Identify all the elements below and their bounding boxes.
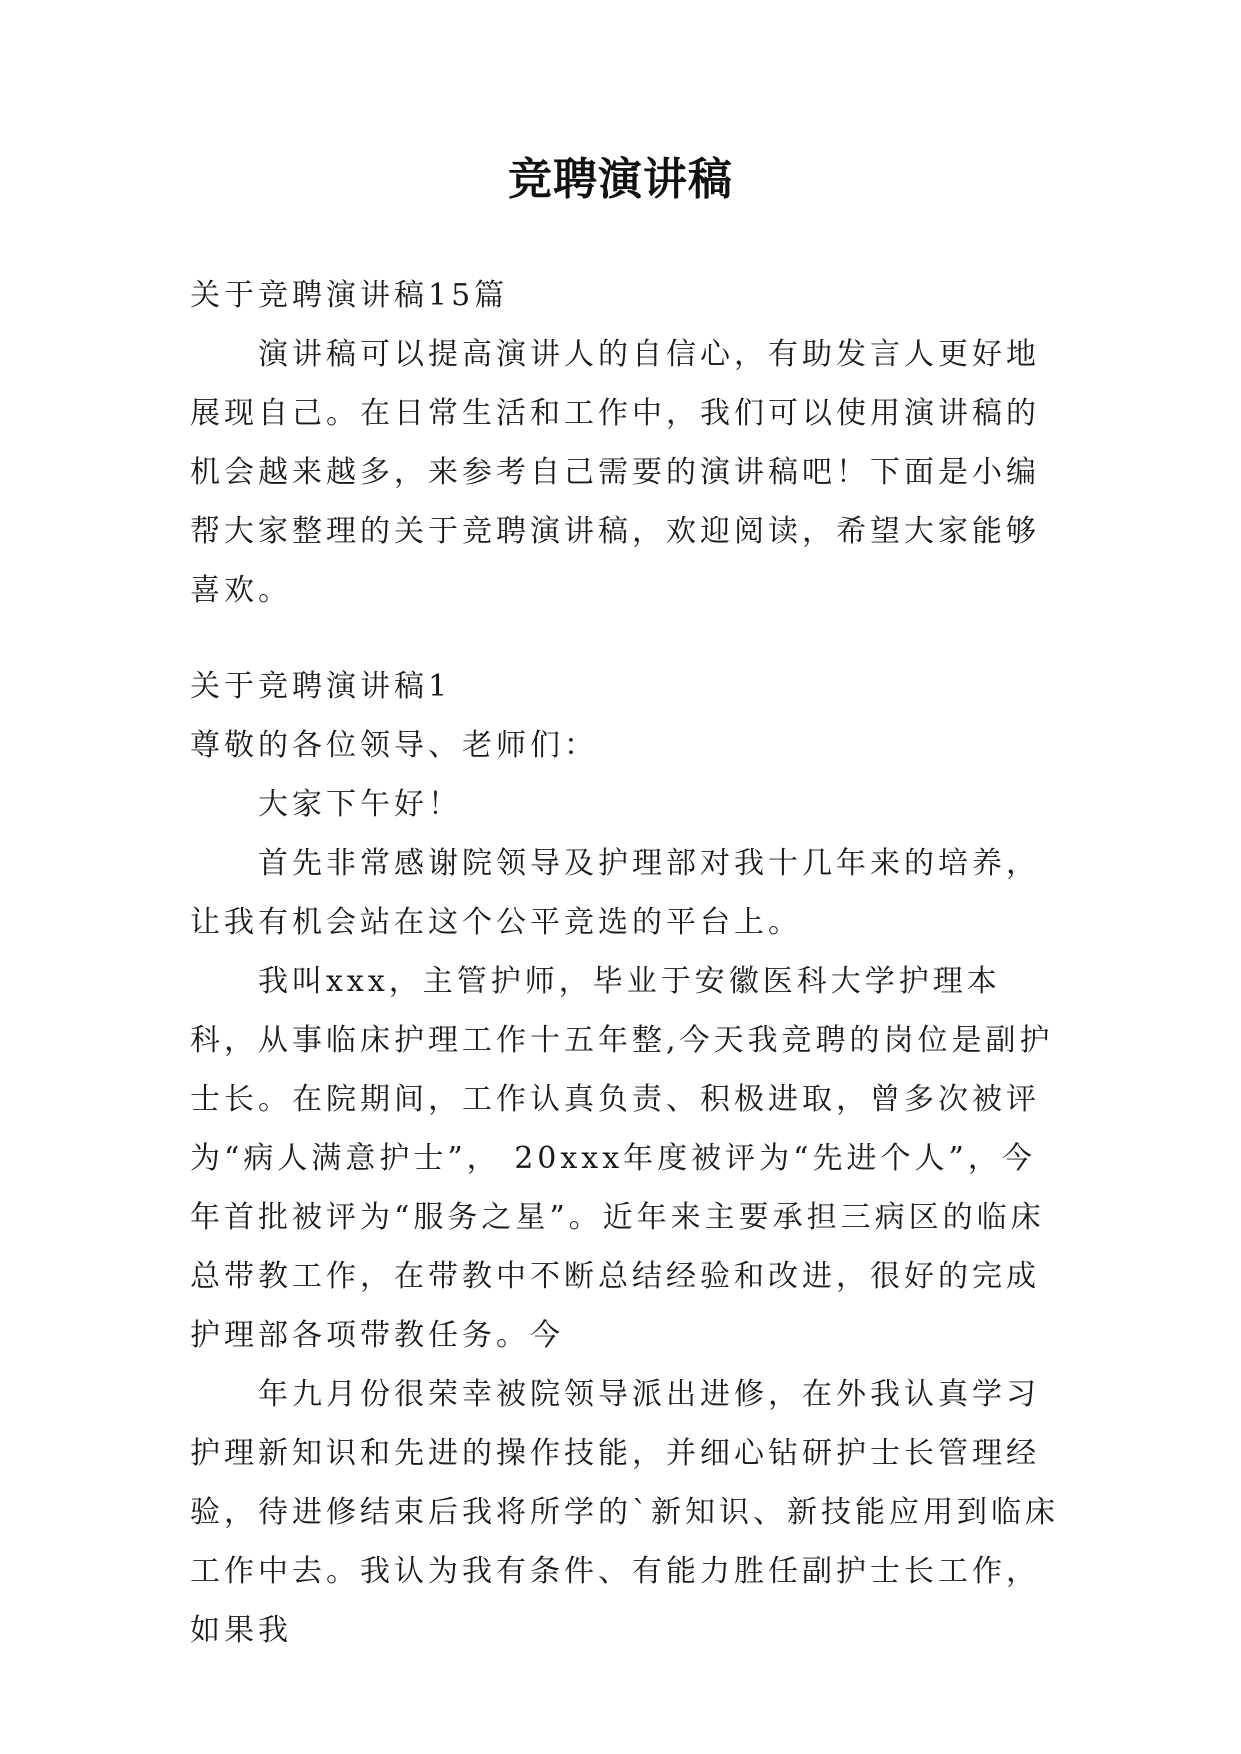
section-heading-1: 关于竞聘演讲稿1 (190, 669, 452, 704)
section-heading-main: 关于竞聘演讲稿15篇 (190, 278, 509, 313)
body-paragraph-3: 年九月份很荣幸被院领导派出进修，在外我认真学习护理新知识和先进的操作技能，并细心钻研护士长管理经验，待进修结束后我将所学的`新知识、新技能应用到临床工作中去。我认为我有条件、有能力胜任副护士长工作，如果我 (190, 1377, 1059, 1648)
paragraph-spacer (190, 620, 1060, 657)
document-body (190, 266, 1060, 1660)
salutation: 尊敬的各位领导、老师们： (190, 728, 598, 763)
document-title: 竞聘演讲稿 (508, 154, 733, 205)
body-paragraph-2: 我叫xxx，主管护师，毕业于安徽医科大学护理本科，从事临床护理工作十五年整,今天我竞聘的岗位是副护士长。在院期间，工作认真负责、积极进取，曾多次被评为“病人满意护士”， 20xxx年度被评为“先进个人”，今年首批被评为“服务之星”。近年来主要承担三病区的临床总带教工作，在带教中不断总结经验和改进，很好的完成护理部各项带教任务。今 (190, 964, 1054, 1353)
intro-paragraph: 演讲稿可以提高演讲人的自信心，有助发言人更好地展现自己。在日常生活和工作中，我们可以使用演讲稿的机会越来越多，来参考自己需要的演讲稿吧！下面是小编帮大家整理的关于竞聘演讲稿，欢迎阅读，希望大家能够喜欢。 (190, 337, 1040, 608)
greeting: 大家下午好！ (258, 787, 462, 822)
body-paragraph-1: 首先非常感谢院领导及护理部对我十几年来的培养，让我有机会站在这个公平竞选的平台上。 (190, 846, 1040, 940)
